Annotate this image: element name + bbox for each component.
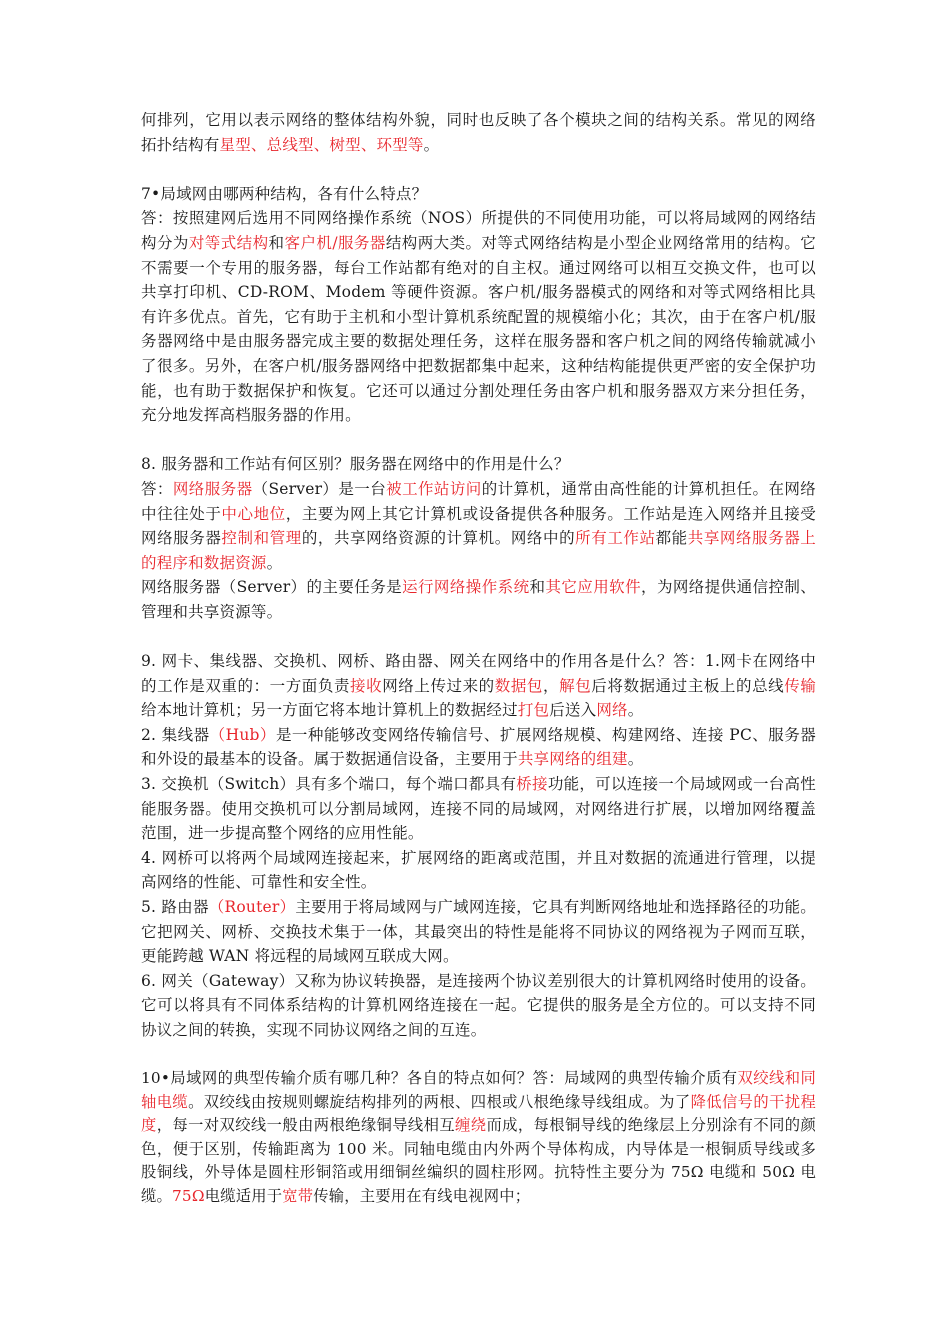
document-page xyxy=(141,108,816,1208)
highlighted-text: 网络服务器 xyxy=(172,479,253,498)
highlighted-text: 被工作站访问 xyxy=(386,479,482,498)
paragraph-q9-bridge xyxy=(141,846,816,895)
body-text: 8. 服务器和工作站有何区别？服务器在网络中的作用是什么？ xyxy=(141,455,570,474)
paragraph-q8-answer xyxy=(141,477,816,575)
paragraph-q9-gateway xyxy=(141,969,816,1043)
body-text: 和 xyxy=(529,578,546,597)
paragraph-q8-server-role xyxy=(141,575,816,624)
body-text: ， xyxy=(543,676,560,695)
highlighted-text: 共享网络的组建 xyxy=(517,750,628,769)
body-text: 。双绞线由按规则螺旋结构排列的两根、四根或八根绝缘导线组成。为了 xyxy=(188,1092,691,1111)
paragraph-q8-title xyxy=(141,452,816,477)
body-text: 10•局域网的典型传输介质有哪几种？各自的特点如何？答：局域网的典型传输介质有 xyxy=(141,1069,738,1088)
highlighted-text: （Hub） xyxy=(209,725,276,744)
body-text: 。 xyxy=(627,701,644,720)
highlighted-text: 所有工作站 xyxy=(575,529,656,548)
body-text: 6. 网关（Gateway）又称为协议转换器，是连接两个协议差别很大的计算机网络时使用的设备。它可以将具有不同体系结构的计算机网络连接在一起。它提供的服务是全方位的。可以支持不同协议之间的转换，实现不同协议网络之间的互连。 xyxy=(141,971,816,1039)
highlighted-text: 降低信号的干扰程度 xyxy=(141,1092,816,1135)
highlighted-text: 客户机/服务器 xyxy=(284,233,386,252)
highlighted-text: 缠绕 xyxy=(455,1116,487,1135)
paragraph-q7-title xyxy=(141,182,816,207)
highlighted-text: 共享网络服务器上的程序和数据资源 xyxy=(141,529,816,572)
body-text: 。 xyxy=(266,553,283,572)
body-text: 都能 xyxy=(655,529,688,548)
highlighted-text: 传输 xyxy=(784,676,817,695)
body-text: ，为网络提供通信控制、管理和共享资源等。 xyxy=(141,578,817,621)
body-text: 3. 交换机（Switch）具有多个端口，每个端口都具有 xyxy=(141,775,517,794)
highlighted-text: 网络 xyxy=(596,701,628,720)
paragraph-gap xyxy=(141,157,816,182)
body-text: 电缆适用于 xyxy=(204,1186,283,1205)
highlighted-text: 星型、总线型、树型、环型等 xyxy=(219,135,424,154)
highlighted-text: 运行网络操作系统 xyxy=(402,578,530,597)
body-text: 结构两大类。对等式网络结构是小型企业网络常用的结构。它不需要一个专用的服务器，每台工作站都有绝对的自主权。通过网络可以相互交换文件，也可以共享打印机、CD-ROM、Modem 等硬件资源。客户机/服务器模式的网络和对等式网络相比具有许多优点。首先，它有助于主机和小型计算机系统配置的规模缩小化；其次，由于在客户机/服务器网络中是由服务器完成主要的数据处理任务，这样在服务器和客户机之间的网络传输就减小了很多。另外，在客户机/服务器网络中把数据都集中起来，这种结构能提供更严密的安全保护功能，也有助于数据保护和恢复。它还可以通过分割处理任务由客户机和服务器双方来分担任务，充分地发挥高档服务器的作用。 xyxy=(141,233,817,425)
body-text: 5. 路由器 xyxy=(141,898,209,916)
body-text: 答： xyxy=(141,479,173,498)
highlighted-text: 75Ω xyxy=(172,1186,205,1205)
body-text: 网络上传过来的 xyxy=(382,676,495,695)
body-text: 2. 集线器 xyxy=(141,725,210,744)
highlighted-text: 数据包 xyxy=(494,676,544,695)
paragraph-q9-hub xyxy=(141,723,816,772)
paragraph-gap xyxy=(141,1043,816,1068)
body-text: 7•局域网由哪两种结构，各有什么特点？ xyxy=(141,184,428,203)
highlighted-text: 桥接 xyxy=(516,775,548,794)
highlighted-text: 接收 xyxy=(350,676,383,695)
highlighted-text: 中心地位 xyxy=(221,504,286,523)
body-text: 给本地计算机；另一方面它将本地计算机上的数据经过 xyxy=(141,701,518,720)
highlighted-text: 宽带 xyxy=(282,1186,314,1205)
highlighted-text: （Router） xyxy=(208,898,296,916)
body-text: 。 xyxy=(423,135,440,154)
body-text: 而成，每根铜导线的绝缘层上分别涂有不同的颜色，便于区别，传输距离为 100 米。同轴电缆由内外两个导体构成，内导体是一根铜质导线或多股铜线，外导体是圆柱形铜箔或用细铜丝编织的圆柱形网。抗特性主要分为 75Ω 电缆和 50Ω 电缆。 xyxy=(141,1116,816,1205)
body-text: 功能，可以连接一个局域网或一台高性能服务器。使用交换机可以分割局域网，连接不同的局域网，对网络进行扩展，以增加网络覆盖范围，进一步提高整个网络的应用性能。 xyxy=(141,775,816,843)
paragraph-p-topology xyxy=(141,108,816,157)
highlighted-text: 双绞线和同轴电缆 xyxy=(141,1069,816,1111)
body-text: ，主要为网上其它计算机或设备提供各种服务。工作站是连入网络并且接受网络服务器 xyxy=(141,504,816,548)
paragraph-gap xyxy=(141,428,816,453)
paragraph-q9-router xyxy=(141,895,816,969)
paragraph-q10 xyxy=(141,1067,816,1208)
highlighted-text: 其它应用软件 xyxy=(545,578,642,597)
body-text: 是一种能够改变网络传输信号、扩展网络规模、构建网络、连接 PC、服务器和外设的最基本的设备。属于数据通信设备，主要用于 xyxy=(141,725,816,769)
body-text: 主要用于将局域网与广域网连接，它具有判断网络地址和选择路径的功能。它把网关、网桥、交换技术集于一体，其最突出的特性是能将不同协议的网络视为子网而互联，更能跨越 WAN 将远程的局域网互联成大网。 xyxy=(141,898,816,966)
body-text: 网络服务器（Server）的主要任务是 xyxy=(141,578,403,597)
paragraph-q9-switch xyxy=(141,772,816,846)
body-text: 后送入 xyxy=(549,701,597,720)
body-text: 答：按照建网后选用不同网络操作系统（NOS）所提供的不同使用功能，可以将局域网的网络结构分为 xyxy=(141,209,816,252)
body-text: 4. 网桥可以将两个局域网连接起来，扩展网络的距离或范围，并且对数据的流通进行管理，以提高网络的性能、可靠性和安全性。 xyxy=(141,848,816,892)
body-text: ，每一对双绞线一般由两根绝缘铜导线相互 xyxy=(156,1116,456,1135)
paragraph-q9-nic xyxy=(141,649,816,723)
body-text: 9. 网卡、集线器、交换机、网桥、路由器、网关在网络中的作用各是什么？答：1.网卡在网络中的工作是双重的：一方面负责 xyxy=(141,652,816,695)
highlighted-text: 打包 xyxy=(517,701,550,720)
body-text: 的计算机，通常由高性能的计算机担任。在网络中往往处于 xyxy=(141,479,816,523)
paragraph-q7-answer xyxy=(141,206,816,427)
paragraph-gap xyxy=(141,624,816,649)
body-text: 。 xyxy=(627,750,644,769)
body-text: 的，共享网络资源的计算机。网络中的 xyxy=(301,529,576,548)
highlighted-text: 解包 xyxy=(559,676,592,695)
body-text: 后将数据通过主板上的总线 xyxy=(591,676,785,695)
body-text: 和 xyxy=(268,233,285,252)
highlighted-text: 控制和管理 xyxy=(221,529,302,548)
body-text: （Server）是一台 xyxy=(252,479,387,498)
highlighted-text: 对等式结构 xyxy=(188,233,269,252)
body-text: 何排列，它用以表示网络的整体结构外貌，同时也反映了各个模块之间的结构关系。常见的网络拓扑结构有 xyxy=(141,111,816,154)
body-text: 传输，主要用在有线电视网中； xyxy=(313,1186,531,1205)
